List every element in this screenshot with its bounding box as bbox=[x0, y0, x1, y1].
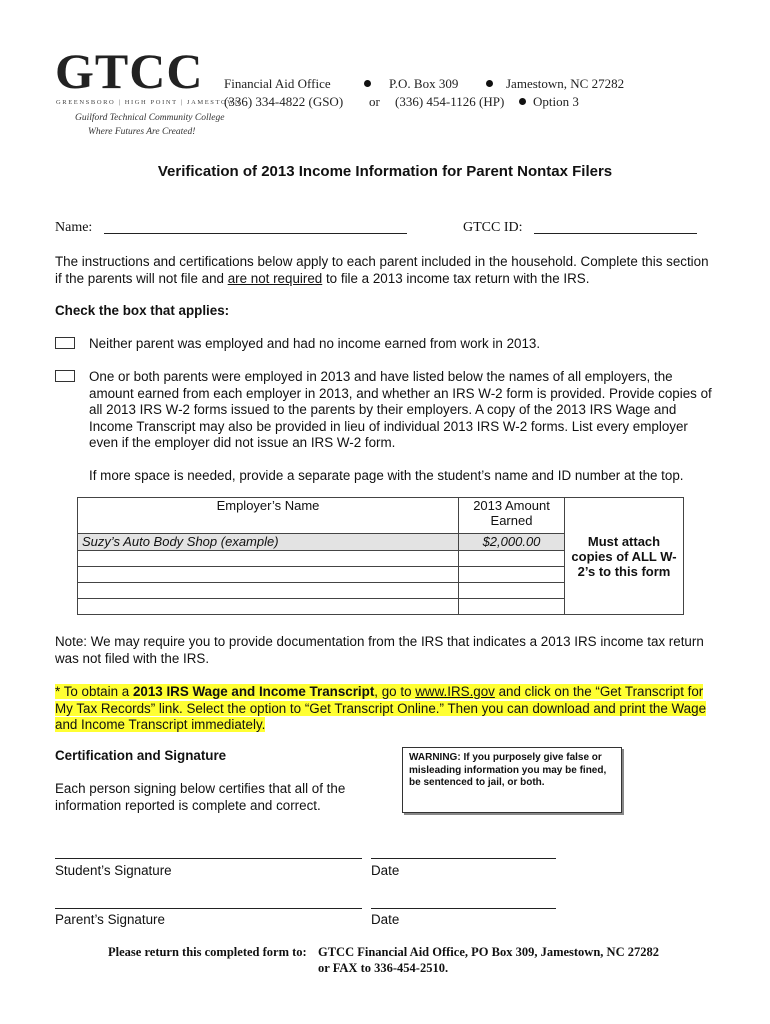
employer-name-header: Employer’s Name bbox=[78, 498, 459, 534]
gtcc-id-field[interactable] bbox=[534, 219, 697, 234]
option-employed: One or both parents were employed in 2013 and have listed below the names of all employers, the amount earned from each employer in 2013, and whether an IRS W-2 form is provided. Provide copies of all 2013 IRS W-2 forms issued to the parents by their employers. A copy of the 2013 IRS Wage and Income Transcript may also be provided in lieu of individual 2013 IRS W-2 forms. List every employer even if the employer did not issue an IRS W-2 form. bbox=[89, 369, 712, 450]
bullet-icon bbox=[486, 80, 493, 87]
employer-name-cell[interactable] bbox=[78, 567, 459, 583]
student-signature-label: Student’s Signature bbox=[55, 863, 172, 878]
option-no-income: Neither parent was employed and had no income earned from work in 2013. bbox=[89, 336, 541, 351]
certification-text: Each person signing below certifies that all of the information reported is complete and correct. bbox=[55, 781, 346, 813]
employer-name-cell[interactable] bbox=[78, 599, 459, 615]
or-text: or bbox=[369, 94, 380, 109]
bullet-icon bbox=[519, 98, 526, 105]
irs-link[interactable]: www.IRS.gov bbox=[415, 684, 495, 699]
logo-tagline: Where Futures Are Created! bbox=[88, 127, 196, 137]
student-signature-line[interactable] bbox=[55, 858, 362, 859]
w2-attach-note: Must attach copies of ALL W-2’s to this form bbox=[565, 498, 684, 615]
parent-signature-line[interactable] bbox=[55, 908, 362, 909]
footer-fax: or FAX to 336-454-2510. bbox=[318, 961, 449, 975]
not-required-underlined: are not required bbox=[227, 270, 323, 286]
footer-lead: Please return this completed form to: bbox=[108, 945, 307, 959]
student-date-label: Date bbox=[371, 863, 400, 878]
amount-header: 2013 Amount Earned bbox=[459, 498, 565, 534]
parent-date-line[interactable] bbox=[371, 908, 556, 909]
more-space-note: If more space is needed, provide a separate page with the student’s name and ID number at the top. bbox=[89, 468, 684, 483]
amount-cell[interactable] bbox=[459, 551, 565, 567]
amount-cell[interactable] bbox=[459, 567, 565, 583]
phone-option: Option 3 bbox=[533, 94, 579, 109]
phone-gso: (336) 334-4822 (GSO) bbox=[224, 94, 344, 109]
warning-box: WARNING: If you purposely give false or misleading information you may be fined, be sentenced to jail, or both. bbox=[402, 747, 622, 813]
gtcc-id-label: GTCC ID: bbox=[463, 220, 523, 235]
instructions-text: The instructions and certifications below apply to each parent included in the household. Complete this section if the parents will not file and are not required to file a 2013 income tax return with the IRS. bbox=[55, 254, 709, 286]
city-address: Jamestown, NC 27282 bbox=[506, 76, 625, 91]
gtcc-logo: GTCC bbox=[55, 43, 204, 99]
checkbox-employed[interactable] bbox=[55, 370, 75, 382]
logo-cities: GREENSBORO | HIGH POINT | JAMESTOWN bbox=[56, 99, 242, 106]
name-label: Name: bbox=[55, 220, 93, 235]
amount-cell[interactable] bbox=[459, 583, 565, 599]
office-name: Financial Aid Office bbox=[224, 76, 331, 91]
example-employer-cell: Suzy’s Auto Body Shop (example) bbox=[78, 534, 459, 551]
bullet-icon bbox=[364, 80, 371, 87]
logo-college-name: Guilford Technical Community College bbox=[75, 113, 225, 123]
phone-hp: (336) 454-1126 (HP) bbox=[395, 94, 505, 109]
employer-name-cell[interactable] bbox=[78, 583, 459, 599]
irs-note: Note: We may require you to provide documentation from the IRS that indicates a 2013 IRS income tax return was not filed with the IRS. bbox=[55, 634, 704, 666]
name-field[interactable] bbox=[104, 219, 407, 234]
checkbox-no-income[interactable] bbox=[55, 337, 75, 349]
student-date-line[interactable] bbox=[371, 858, 556, 859]
employer-name-cell[interactable] bbox=[78, 551, 459, 567]
footer-address: GTCC Financial Aid Office, PO Box 309, Jamestown, NC 27282 bbox=[318, 945, 659, 959]
amount-cell[interactable] bbox=[459, 599, 565, 615]
po-box: P.O. Box 309 bbox=[389, 76, 459, 91]
check-heading: Check the box that applies: bbox=[55, 303, 230, 318]
employer-table bbox=[77, 497, 684, 615]
parent-date-label: Date bbox=[371, 912, 400, 927]
transcript-instructions: * To obtain a 2013 IRS Wage and Income Transcript, go to www.IRS.gov and click on the “Get Transcript for My Tax Records” link. Select the option to “Get Transcript Online.” Then you can download and print the Wage and Income Transcript immediately. bbox=[55, 684, 707, 732]
parent-signature-label: Parent’s Signature bbox=[55, 912, 165, 927]
certification-heading: Certification and Signature bbox=[55, 748, 227, 763]
form-title: Verification of 2013 Income Information for Parent Nontax Filers bbox=[157, 163, 613, 180]
example-amount-cell: $2,000.00 bbox=[459, 534, 565, 551]
